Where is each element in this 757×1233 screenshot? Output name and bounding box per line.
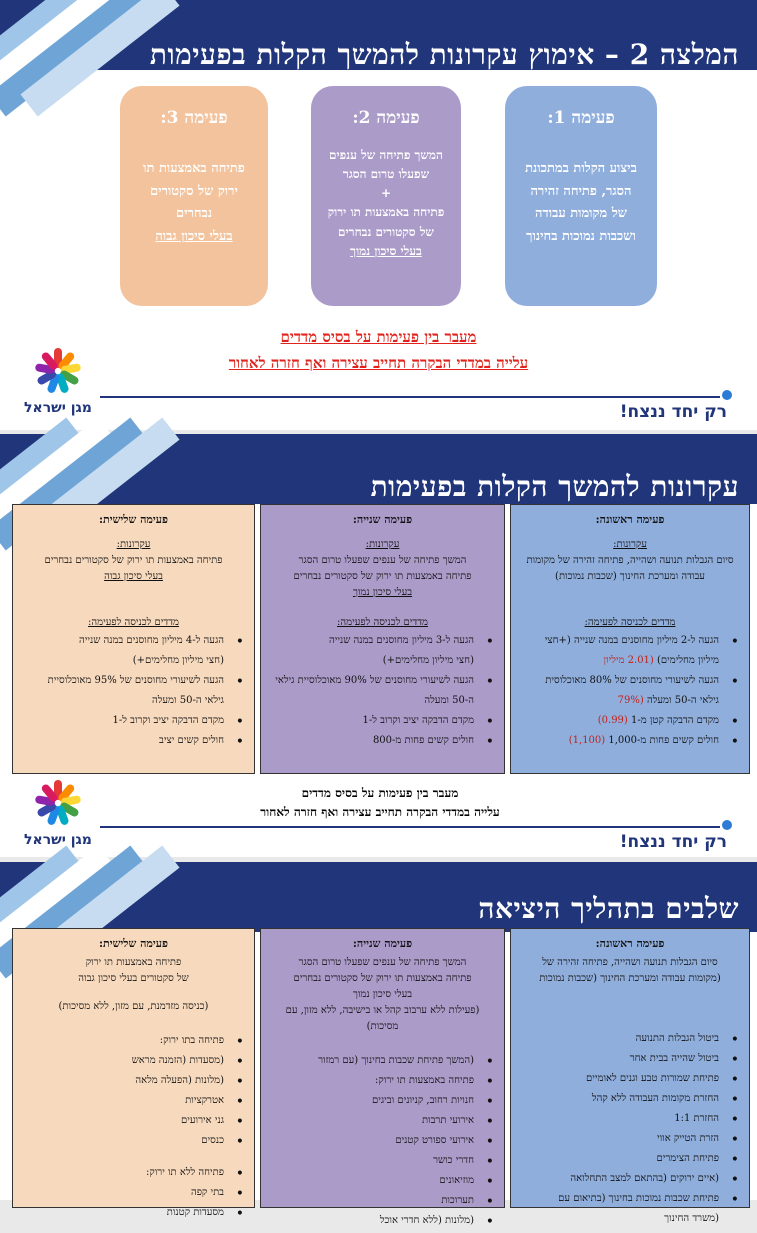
column-header: פעימה שנייה:: [352, 937, 413, 950]
intro-line: (כניסה מזדמנת, עם מזון, ללא מסיכות): [58, 1000, 209, 1012]
metric-item: • הגעה לשיעורי מחוסנים של 90% מאוכלוסיית גילאי: [269, 673, 474, 689]
virus-icon: [722, 390, 732, 400]
virus-icon: [722, 820, 732, 830]
title-banner: [0, 434, 757, 504]
slide-principles: [0, 434, 757, 857]
stage-item: • אטרקציות: [21, 1093, 224, 1109]
pulse-2-line: המשך פתיחה של ענפים: [329, 147, 443, 162]
risk-level: בעלי סיכון נמוך: [352, 586, 413, 598]
intro-line: פתיחה באמצעות תו ירוק: [85, 956, 182, 968]
metric-item: • חולים קשים יציב: [21, 733, 224, 749]
pulse-3-title: פעימה 3:: [160, 108, 228, 128]
column-header: פעימה ראשונה:: [595, 937, 665, 950]
pulse-2-title: פעימה 2:: [352, 108, 420, 128]
stage-item: • הזרת הטייק אווי: [519, 1131, 719, 1147]
pulse-1-line: ושכבות נמוכות בחינוך: [526, 229, 636, 244]
stage-item: • פתיחת שכבות נמוכות בחינוך (בתיאום עם: [519, 1191, 719, 1207]
slogan: רק יחד ננצח!: [619, 832, 727, 852]
pulse-3-box: [120, 86, 268, 306]
footer-divider: [100, 826, 720, 828]
intro-line: המשך פתיחה של ענפים שפעלו טרום הסגר: [298, 956, 467, 968]
intro-line: פתיחה באמצעות תו ירוק של סקטורים נבחרים: [293, 972, 472, 984]
slide-recommendation: [0, 0, 757, 430]
column-header: פעימה שלישית:: [98, 937, 169, 950]
stage-item: • אירועי ספורט קטנים: [269, 1133, 474, 1149]
metrics-label: מדדים לכניסה לפעימה:: [88, 616, 179, 628]
regression-note: עלייה במדדי הבקרה תחייב עצירה ואף חזרה לאחור: [260, 805, 500, 819]
principles-label: עקרונות:: [365, 538, 400, 550]
pulse-2-column: [260, 928, 505, 1226]
transition-note: מעבר בין פעימות על בסיס מדדים: [280, 328, 477, 346]
transition-note: מעבר בין פעימות על בסיס מדדים: [301, 786, 459, 800]
metric-item: • הגעה ל-4 מיליון מחוסנים במנה שנייה: [21, 633, 224, 649]
hands-circle-icon: [33, 780, 83, 826]
stage-item: • חנויות רחוב, קניונים וביגים: [269, 1093, 474, 1109]
column-header: פעימה שלישית:: [98, 513, 169, 526]
intro-line: בעלי סיכון נמוך: [352, 988, 413, 1000]
stage-item: • (מלונות (ללא חדרי אוכל: [269, 1213, 474, 1229]
metric-item: • מקדם הדבקה יציב וקרוב ל-1: [269, 713, 474, 729]
slogan: רק יחד ננצח!: [619, 402, 727, 422]
regression-note: עלייה במדדי הבקרה תחייב עצירה ואף חזרה לאחור: [228, 354, 529, 372]
principle-line: עבודה ומערכת החינוך (שכבות נמוכות): [555, 570, 705, 582]
principle-line: פתיחה באמצעות תו ירוק של סקטורים נבחרים: [293, 570, 472, 582]
stage-item: • (המשך פתיחת שכבות בחינוך (עם רמזור: [269, 1053, 474, 1069]
stage-list: [21, 1033, 246, 1221]
principle-line: פתיחה באמצעות תו ירוק של סקטורים נבחרים: [44, 554, 223, 566]
metrics-list: [21, 633, 246, 749]
metric-item: (חצי מיליון מחלימים+): [382, 654, 474, 666]
metrics-label: מדדים לכניסה לפעימה:: [337, 616, 428, 628]
principle-line: המשך פתיחה של ענפים שפעלו טרום הסגר: [298, 554, 467, 566]
stage-item: • מוזיאונים: [269, 1173, 474, 1189]
pulse-2-box: [311, 86, 461, 306]
pulse-1-line: ביצוע הקלות במתכונת: [525, 160, 637, 176]
stage-item: • תערוכות: [269, 1193, 474, 1209]
stage-item: • פתיחת הצימרים: [519, 1151, 719, 1167]
logo-name: מגן ישראל: [24, 400, 92, 416]
pulse-2-line: +: [380, 186, 392, 201]
principle-line: סיום הגבלות תנועה ושהייה, פתיחה זהירה של מקומות: [526, 554, 734, 566]
stage-item: • מסעדות קטנות: [21, 1205, 224, 1221]
stage-item: • כנסים: [21, 1133, 224, 1149]
intro-spacer: [21, 987, 246, 999]
metric-item: • הגעה לשיעורי מחוסנים של 80% מאוכלוסית: [519, 673, 719, 689]
pulse-1-title: פעימה 1:: [547, 108, 615, 128]
metric-item: • מקדם הדבקה יציב וקרוב ל-1: [21, 713, 224, 729]
metric-item: • מקדם הדבקה קטן מ-1 (0.99): [519, 713, 719, 729]
stage-list: [519, 1031, 741, 1227]
title-banner: [0, 0, 757, 70]
stage-item: • בתי קפה: [21, 1185, 224, 1201]
intro-line: (פעילות ללא ערבוב קהל או בישיבה, ללא מזון, עם מסיכות): [285, 1004, 480, 1032]
metric-item: • הגעה ל-2 מיליון מחוסנים במנה שנייה (+חצי: [519, 633, 719, 649]
metrics-label: מדדים לכניסה לפעימה:: [584, 616, 676, 628]
stage-item: (משרד החינוך: [664, 1212, 719, 1224]
metric-item: ה-50 ומעלה: [424, 694, 474, 706]
pulse-1-column: [510, 928, 750, 1224]
stage-item: • חדרי כושר: [269, 1153, 474, 1169]
principles-label: עקרונות:: [116, 538, 151, 550]
column-header: פעימה ראשונה:: [595, 513, 665, 526]
metric-item: • הגעה לשיעורי מחוסנים של 95% מאוכלוסיית: [21, 673, 224, 689]
stage-item: • ביטול הגבלות התנועה: [519, 1031, 719, 1047]
stage-item: • פתיחה בתו ירוק:: [21, 1033, 224, 1049]
pulse-2-column: [260, 504, 505, 774]
hands-circle-icon: [33, 348, 83, 394]
pulse-3-risk: בעלי סיכון גבוה: [155, 229, 233, 244]
pulse-1-line: של מקומות עבודה: [535, 206, 627, 222]
stage-item: • החזרת מקומות העבודה ללא קהל: [519, 1091, 719, 1107]
pulse-3-line: נבחרים: [175, 206, 213, 222]
intro-line: סיום הגבלות תנועה ושהייה, פתיחה זהירה של: [542, 956, 718, 968]
stage-item: • פתיחה באמצעות תו ירוק:: [269, 1073, 474, 1089]
pulse-2-line: פתיחה באמצעות תו ירוק: [327, 205, 445, 220]
title-banner: [0, 862, 757, 932]
metric-item: • הגעה ל-3 מיליון מחוסנים במנה שנייה: [269, 633, 474, 649]
metric-item: (חצי מיליון מחלימים+): [132, 654, 224, 666]
stage-item: • (איים ירוקים (בהתאם למצב התחלואה: [519, 1171, 719, 1187]
pulse-2-line: של סקטורים נבחרים: [338, 224, 434, 239]
metrics-list: [519, 633, 741, 749]
stage-item: • (מלונות (הפעלה מלאה: [21, 1073, 224, 1089]
metric-item: גילאי ה-50 ומעלה: [151, 694, 224, 706]
pulse-3-column: [12, 504, 255, 774]
pulse-1-box: [505, 86, 657, 306]
slide-title: המלצה 2 – אימוץ עקרונות להמשך הקלות בפעימות: [149, 38, 739, 71]
magen-israel-logo: [18, 780, 98, 848]
magen-israel-logo: [18, 348, 98, 416]
stage-item: • פתיחת שמורות טבע וגנים לאומיים: [519, 1071, 719, 1087]
pulse-3-line: פתיחה באמצעות תו: [143, 160, 245, 176]
risk-level: בעלי סיכון גבוה: [104, 570, 163, 582]
stage-item: • החזרת 1:1: [519, 1111, 719, 1127]
stage-item: • ביטול שהייה בבית אחר: [519, 1051, 719, 1067]
slide-exit-stages: [0, 862, 757, 1226]
metric-item: • חולים קשים פחות מ-1,000 (1,100): [519, 733, 719, 749]
stage-list: [269, 1053, 496, 1229]
pulse-1-line: הסגר, פתיחה זהירה: [530, 183, 632, 199]
footer-divider: [100, 396, 720, 398]
metric-item: • חולים קשים פחות מ-800: [269, 733, 474, 749]
slide-title: עקרונות להמשך הקלות בפעימות: [370, 470, 739, 503]
stage-item: • גני אירועים: [21, 1113, 224, 1129]
intro-line: של סקטורים בעלי סיכון גבוה: [78, 972, 189, 984]
principles-label: עקרונות:: [613, 538, 647, 550]
pulse-3-line: ירוק של סקטורים: [150, 183, 238, 199]
pulse-1-column: [510, 504, 750, 774]
metrics-list: [269, 633, 496, 749]
stage-spacer: [21, 1153, 224, 1161]
pulse-3-column: [12, 928, 255, 1218]
logo-name: מגן ישראל: [24, 832, 92, 848]
intro-line: (מקומות עבודה ומערכת החינוך (שכבות נמוכות: [539, 972, 721, 984]
slide-title: שלבים בתהליך היציאה: [478, 892, 739, 925]
stage-item: • (מסעדות (הזמנה מראש: [21, 1053, 224, 1069]
column-header: פעימה שנייה:: [352, 513, 413, 526]
stage-item: • אירועי תרבות: [269, 1113, 474, 1129]
metric-item: מיליון מחלימים) (2.01 מיליון: [603, 654, 719, 666]
pulse-2-line: שפעלו טרום הסגר: [342, 166, 430, 181]
stage-item: • פתיחה ללא תו ירוק:: [21, 1165, 224, 1181]
pulse-2-risk: בעלי סיכון נמוך: [350, 243, 422, 258]
metric-item: גילאי ה-50 ומעלה (79%: [617, 694, 719, 706]
